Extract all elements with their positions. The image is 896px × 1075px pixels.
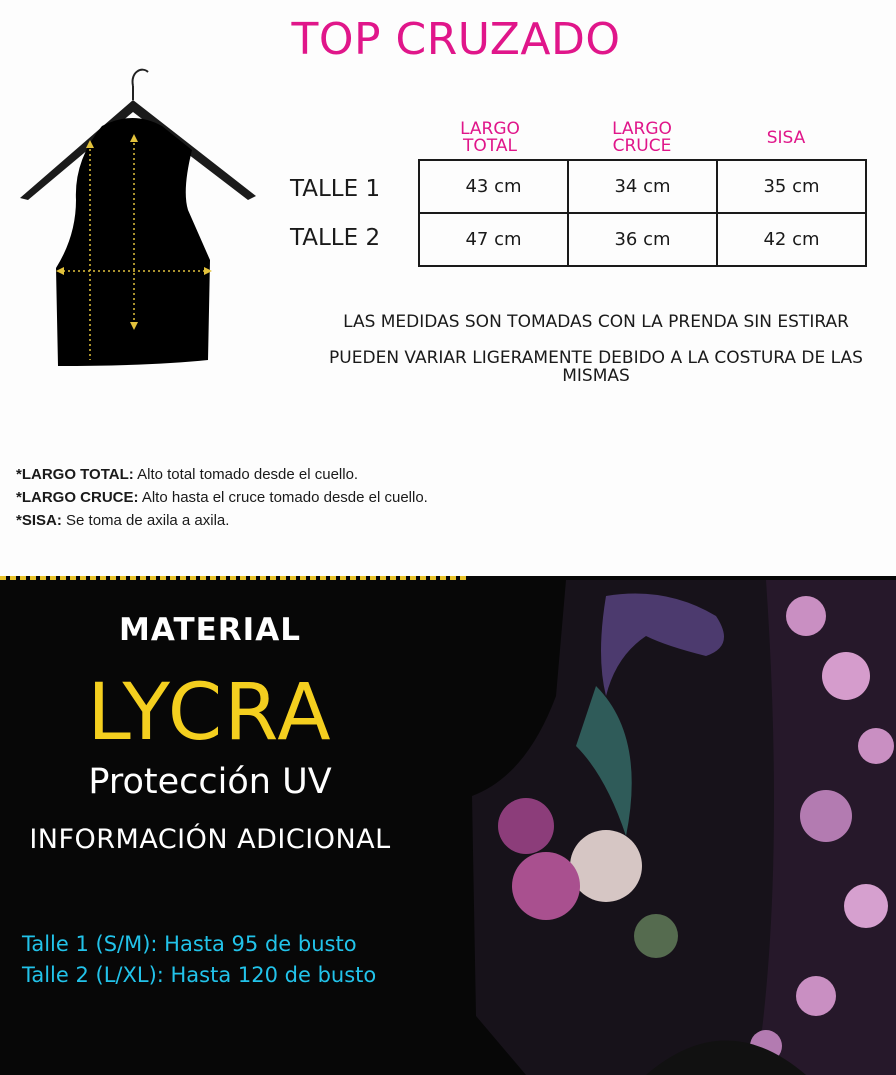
additional-info-heading: INFORMACIÓN ADICIONAL <box>29 824 391 855</box>
table-cell: 43 cm <box>419 160 568 213</box>
definition-text: Alto total tomado desde el cuello. <box>133 466 359 483</box>
size-info-talle-1: Talle 1 (S/M): Hasta 95 de busto <box>22 932 357 956</box>
table-cell: 34 cm <box>568 160 717 213</box>
table-cell: 36 cm <box>568 213 717 266</box>
col-header-sisa <box>736 130 836 147</box>
col-header-largo-cruce <box>592 121 692 155</box>
material-heading: MATERIAL <box>119 612 301 648</box>
page-title: TOP CRUZADO <box>291 14 621 65</box>
size-table <box>418 159 867 267</box>
variation-note-line: PUEDEN VARIAR LIGERAMENTE DEBIDO A LA COSTURA DE LAS <box>329 348 863 368</box>
table-row <box>419 213 866 266</box>
variation-note-line: MISMAS <box>562 366 630 386</box>
col-header-line: LARGO <box>460 119 520 139</box>
row-label-talle-2: TALLE 2 <box>290 225 381 251</box>
material-section <box>0 576 896 1075</box>
col-header-largo-total <box>440 121 540 155</box>
definition-term: *LARGO TOTAL: <box>16 466 134 483</box>
fabric-name: LYCRA <box>87 668 333 758</box>
definition-text: Se toma de axila a axila. <box>61 512 230 529</box>
definition-text: Alto hasta el cruce tomado desde el cuello. <box>138 489 428 506</box>
row-label-talle-1: TALLE 1 <box>290 176 381 202</box>
definitions-list <box>16 463 428 532</box>
col-header-line: LARGO <box>612 119 672 139</box>
col-header-line: SISA <box>766 128 806 148</box>
uv-feature: Protección UV <box>88 762 332 802</box>
definition-term: *SISA: <box>16 512 62 529</box>
printed-garment-photo <box>466 576 896 1075</box>
col-header-line: CRUCE <box>612 136 672 156</box>
variation-note <box>296 349 896 385</box>
definition-item <box>16 486 428 509</box>
definition-item <box>16 463 428 486</box>
table-cell: 47 cm <box>419 213 568 266</box>
measurement-note: LAS MEDIDAS SON TOMADAS CON LA PRENDA SIN ESTIRAR <box>343 312 849 332</box>
table-cell: 35 cm <box>717 160 866 213</box>
size-info-talle-2: Talle 2 (L/XL): Hasta 120 de busto <box>22 963 377 987</box>
table-row <box>419 160 866 213</box>
definition-item <box>16 509 428 532</box>
definition-term: *LARGO CRUCE: <box>16 489 139 506</box>
col-header-line: TOTAL <box>463 136 517 156</box>
table-cell: 42 cm <box>717 213 866 266</box>
garment-hanger-illustration <box>10 60 260 380</box>
